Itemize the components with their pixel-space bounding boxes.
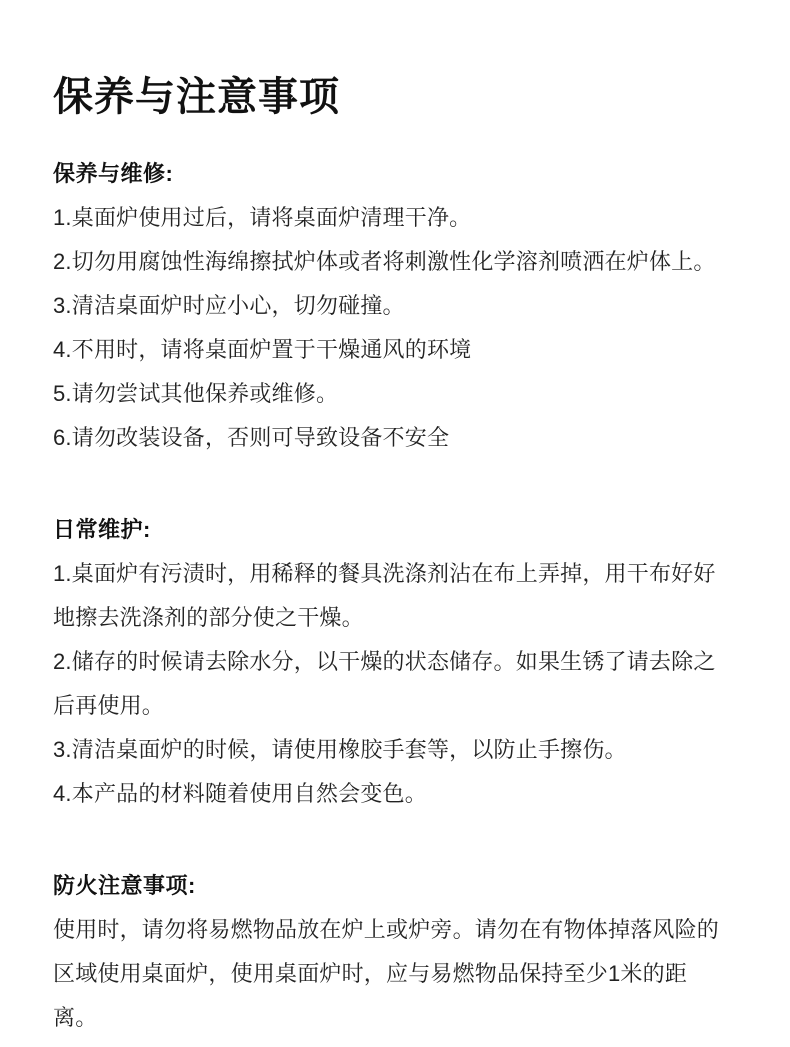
- section-fire-safety: [53, 864, 745, 1040]
- list-item: 2.储存的时候请去除水分，以干燥的状态储存。如果生锈了请去除之后再使用。: [53, 649, 716, 718]
- list-item: 3.清洁桌面炉时应小心，切勿碰撞。: [53, 293, 405, 318]
- section-maintenance-repair: [53, 152, 745, 460]
- paragraph: 使用时，请勿将易燃物品放在炉上或炉旁。请勿在有物体掉落风险的区域使用桌面炉，使用桌面炉时，应与易燃物品保持至少1米的距离。: [53, 917, 720, 1030]
- list-item: 1.桌面炉使用过后，请将桌面炉清理干净。: [53, 205, 472, 230]
- list-item: 4.不用时，请将桌面炉置于干燥通风的环境: [53, 337, 472, 362]
- list-item: 2.切勿用腐蚀性海绵擦拭炉体或者将刺激性化学溶剂喷洒在炉体上。: [53, 249, 716, 274]
- list-item: 5.请勿尝试其他保养或维修。: [53, 381, 339, 406]
- list-item: 6.请勿改装设备，否则可导致设备不安全: [53, 425, 450, 450]
- list-item: 1.桌面炉有污渍时，用稀释的餐具洗涤剂沾在布上弄掉，用干布好好地擦去洗涤剂的部分使之干燥。: [53, 561, 716, 630]
- list-item: 4.本产品的材料随着使用自然会变色。: [53, 781, 427, 806]
- section-heading: 防火注意事项:: [53, 873, 196, 898]
- list-item: 3.清洁桌面炉的时候，请使用橡胶手套等，以防止手擦伤。: [53, 737, 627, 762]
- section-heading: 保养与维修:: [53, 161, 174, 186]
- section-heading: 日常维护:: [53, 517, 151, 542]
- document-title: 保养与注意事项: [53, 75, 340, 119]
- section-daily-maintenance: [53, 508, 745, 816]
